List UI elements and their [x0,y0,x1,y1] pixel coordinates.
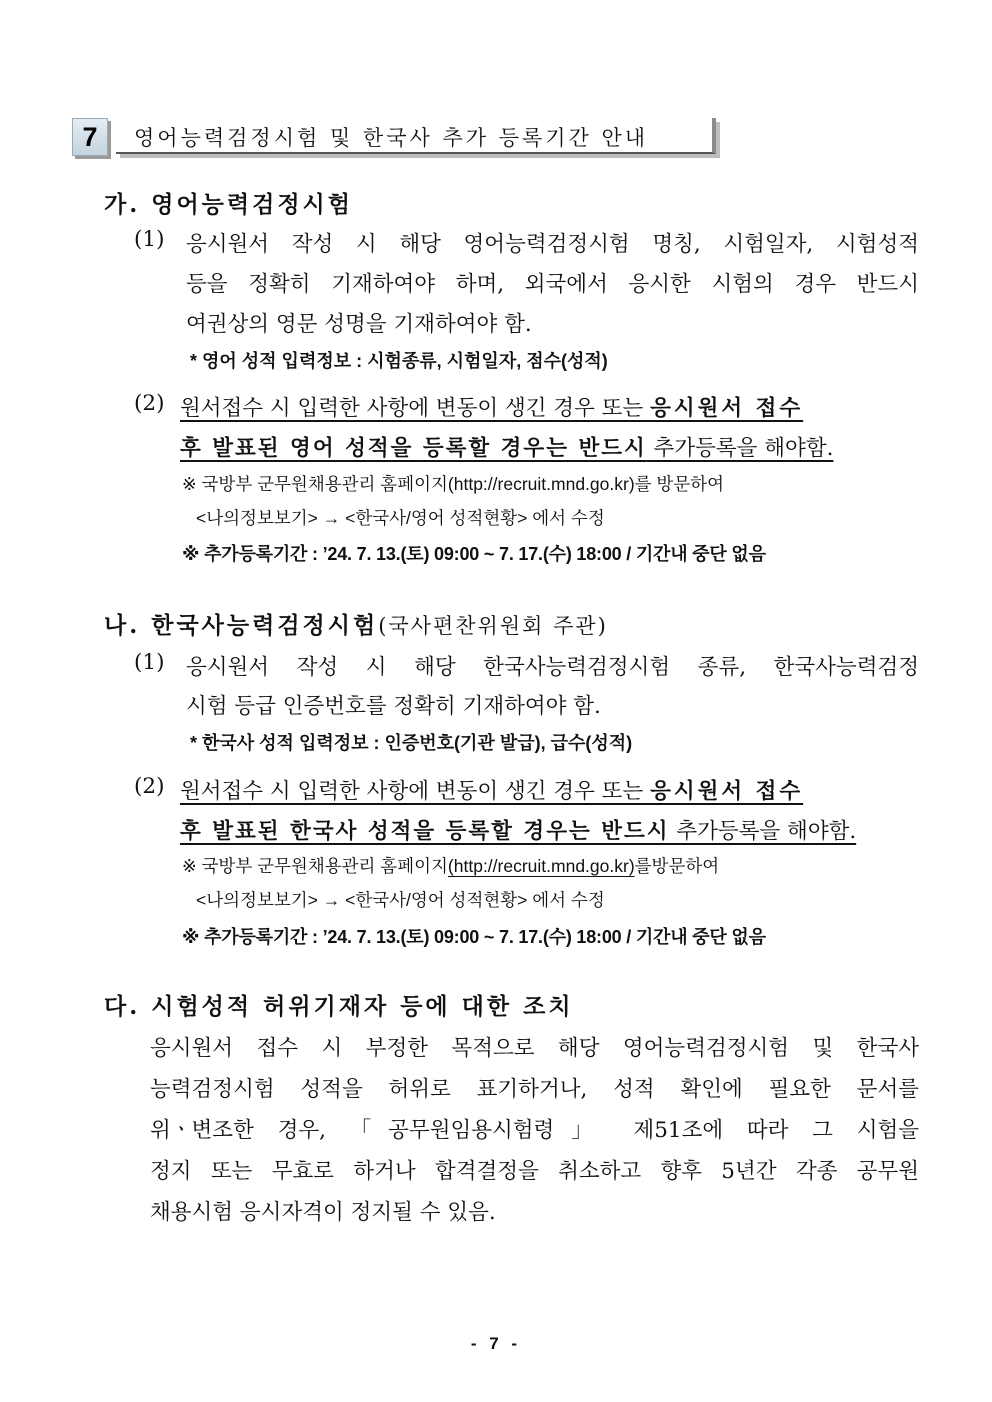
section-b-homepage-note-post: 를방문하여 [634,856,720,876]
section-a-item2-line1 [180,391,920,422]
recruit-homepage-link[interactable]: (http://recruit.mnd.go.kr) [447,856,635,876]
section-b-item2-line1-plain: 원서접수 시 입력한 사항에 변동이 생긴 경우 또는 [180,779,651,804]
section-a-menu-path-note: <나의정보보기> → <한국사/영어 성적현황> 에서 수정 [196,508,605,528]
section-a-item1-label: (1) [134,227,165,252]
section-b-homepage-note [182,853,719,878]
section-b-heading-wrap [104,607,608,640]
page-number: - 7 - [470,1334,522,1353]
section-b-input-info-note: * 한국사 성적 입력정보 : 인증번호(기관 발급), 급수(성적) [190,733,633,753]
section-c-line-5: 채용시험 응시자격이 정지될 수 있음. [150,1200,496,1225]
section-b-item2-line2-bold: 후 발표된 한국사 성적을 등록할 경우는 반드시 [180,819,670,844]
section-c-line-4: 정지 또는 무효로 하거나 합격결정을 취소하고 향후 5년간 각종 공무원 [150,1159,919,1184]
section-b-item2-label: (2) [134,774,165,799]
section-b-homepage-note-pre: ※ 국방부 군무원채용관리 홈페이지 [182,856,448,876]
section-b-item1-label: (1) [134,650,165,675]
section-b-heading-note: (국사편찬위원회 주관) [378,614,608,638]
section-b-item2-line2 [180,814,856,845]
section-number-badge: 7 [72,118,108,156]
section-a-item2-label: (2) [134,391,165,416]
section-header [72,114,716,162]
section-c-line-2: 능력검정시험 성적을 허위로 표기하거나, 성적 확인에 필요한 문서를 [150,1077,919,1102]
section-b-menu-path-note: <나의정보보기> → <한국사/영어 성적현황> 에서 수정 [196,890,605,910]
section-b-item2-line2-plain: 추가등록을 해야함. [669,819,857,844]
section-c-line-3: 위ㆍ변조한 경우, 「공무원임용시험령」 제51조에 따라 그 시험을 [150,1118,919,1143]
section-a-item1-line2: 등을 정확히 기재하여야 하며, 외국에서 응시한 시험의 경우 반드시 [186,272,919,297]
section-a-item1-line1: 응시원서 작성 시 해당 영어능력검정시험 명칭, 시험일자, 시험성적 [186,232,919,257]
section-a-item2-line1-bold: 응시원서 접수 [650,396,804,421]
section-a-input-info-note: * 영어 성적 입력정보 : 시험종류, 시험일자, 점수(성적) [190,351,608,371]
section-a-item2-line2 [180,431,833,462]
section-title: 영어능력검정시험 및 한국사 추가 등록기간 안내 [134,126,649,150]
section-a-heading: 가. 영어능력검정시험 [104,191,353,218]
section-a-item2-line1-plain: 원서접수 시 입력한 사항에 변동이 생긴 경우 또는 [180,396,651,421]
section-b-registration-period: ※ 추가등록기간 : ’24. 7. 13.(토) 09:00 ~ 7. 17.(수) 18:00 / 기간내 중단 없음 [182,927,766,947]
section-c-heading: 다. 시험성적 허위기재자 등에 대한 조치 [104,993,574,1020]
section-a-item2-line2-plain: 추가등록을 해야함. [646,436,834,461]
section-c-line-1: 응시원서 접수 시 부정한 목적으로 해당 영어능력검정시험 및 한국사 [150,1036,919,1061]
section-b-item1-line2: 시험 등급 인증번호를 정확히 기재하여야 함. [186,694,601,719]
section-b-item2-line1-bold: 응시원서 접수 [650,779,804,804]
section-a-homepage-note: ※ 국방부 군무원채용관리 홈페이지(http://recruit.mnd.go.kr)를 방문하여 [182,474,725,494]
section-b-item2-line1 [180,774,920,805]
section-a-item2-line2-bold: 후 발표된 영어 성적을 등록할 경우는 반드시 [180,436,647,461]
section-b-heading: 나. 한국사능력검정시험 [104,612,379,639]
section-a-item1-line3: 여권상의 영문 성명을 기재하여야 함. [186,312,532,337]
section-a-registration-period: ※ 추가등록기간 : ’24. 7. 13.(토) 09:00 ~ 7. 17.(수) 18:00 / 기간내 중단 없음 [182,544,766,564]
section-b-item1-line1: 응시원서 작성 시 해당 한국사능력검정시험 종류, 한국사능력검정 [186,655,919,680]
